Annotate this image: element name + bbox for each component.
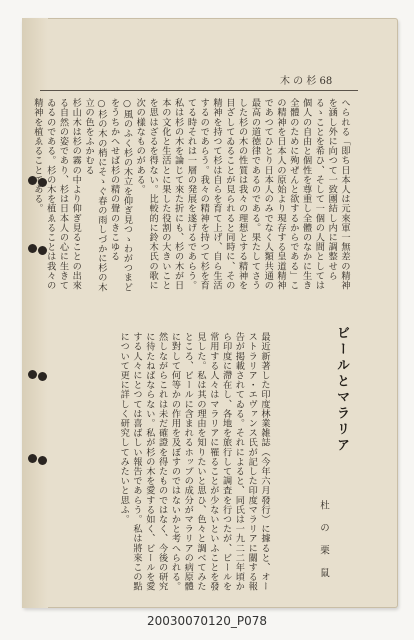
upper-section-text: へられる「即ち日本人は元來軍一無差の精神を涵し外に向つて一致團結し内に調整せらるゝことを希ひ、そして一個の人間としては個人の自由と個性を尊重し全體のなかに生き全體のために殉ぜんと欲するからである」この精神を日本人の原始より現存する皇道精神であつてひとり日本人のみでなく人類共通の最高の道徳律であるのである。果たしてさうした杉の木の性質は我々の理想とする精神を目ざしてゐることが見られると同時に、その精神を持つて杉は自らを育て上げ、自ら生活するのであらう。我々の精神を持つて杉を育てる時それは一層の発展を遂げるであらう。私は杉の木を論じて來た折にも、杉の木が日本の文化と生活とに果した役割の大きいことを思はざるを得ない。比較的に鈴木氏の歌に次の樣なものがある。 ○風のふく杉の木立を仰ぎ見つゝわがつまどをうちかへせば杉の精の聲のきこゆる ○杉の木の梢にそゝぐ春の雨しづかに杉の木立の色をふかむる 杉山木は杉の霧の中より仰ぎ見ることの出來る自然の姿であり、杉は日本人の心に生きてゐるのである。杉の木を植ゑることは我々の精神を植ゑることである。: [31, 98, 350, 292]
page-header: 木 の 杉 68: [280, 76, 333, 87]
scan-caption: 20030070120_P078: [146, 614, 268, 628]
binding-hole: [28, 454, 37, 463]
article-title: ビールとマラリア: [334, 326, 349, 454]
binding-hole: [28, 244, 37, 253]
article-author: 杜 の 栗 鼠: [318, 500, 329, 583]
article-body: 最近新著した印度林業雑誌（今年六月發行）に據ると、オーストラリア・エヴァンス氏が記した印度マラリアに關する報告が掲載されてゐる。それによると、同氏は一九二二年頃から印度に滯在し、各地を旅行して調査を行つたが、ビールを常用する人々はマラリアに罹ることが少ないといふことを發見した。私は其の理由を知りたいと思ひ、色々と調べてみたところ、ビールに含まれるホップの成分がマラリアの病原體に對して何等かの作用を及ぼすのではないかと考へられる。然しながらこれは未だ確證を得たものではなく、今後の研究に待たねばならない。私が杉の木を愛する如く、ビールを愛する人々にとつては喜ばしい報告であらう。私は將來この點について更に詳しく研究してみたいと思ふ。: [118, 332, 270, 592]
header-rule: [40, 90, 358, 91]
binding-hole: [28, 370, 37, 379]
